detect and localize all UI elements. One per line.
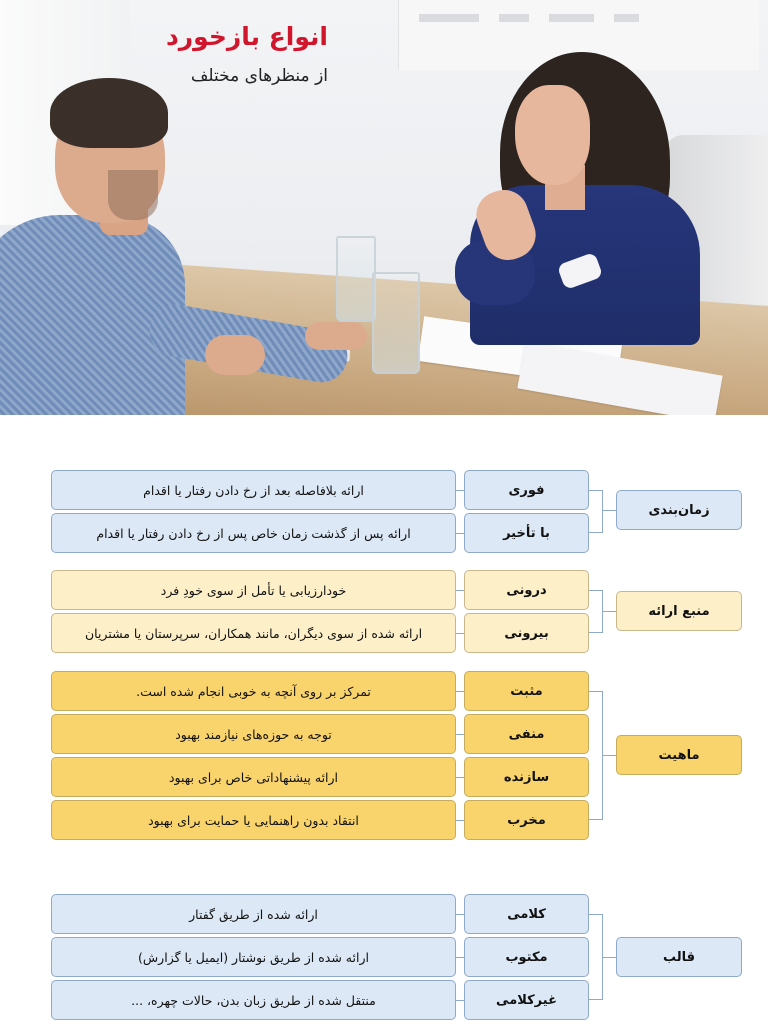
feedback-description: خودارزیابی یا تأمل از سوی خودِ فرد	[51, 570, 456, 610]
group-bracket	[589, 691, 603, 820]
feedback-term: بیرونی	[464, 613, 589, 653]
group-bracket	[589, 914, 603, 1000]
feedback-term: فوری	[464, 470, 589, 510]
feedback-description: ارائه بلافاصله بعد از رخ دادن رفتار یا اقدام	[51, 470, 456, 510]
connector-line	[456, 914, 464, 915]
feedback-term: مثبت	[464, 671, 589, 711]
feedback-term: با تأخیر	[464, 513, 589, 553]
feedback-description: ارائه شده از طریق نوشتار (ایمیل یا گزارش)	[51, 937, 456, 977]
feedback-term: مکتوب	[464, 937, 589, 977]
feedback-description: ارائه شده از طریق گفتار	[51, 894, 456, 934]
feedback-category: منبع ارائه	[616, 591, 742, 631]
feedback-term: درونی	[464, 570, 589, 610]
connector-line	[456, 533, 464, 534]
feedback-term: مخرب	[464, 800, 589, 840]
feedback-term: غیرکلامی	[464, 980, 589, 1020]
connector-line	[456, 777, 464, 778]
group-bracket	[589, 590, 603, 633]
feedback-description: ارائه پس از گذشت زمان خاص پس از رخ دادن رفتار یا اقدام	[51, 513, 456, 553]
feedback-category: زمان‌بندی	[616, 490, 742, 530]
feedback-description: تمرکز بر روی آنچه به خوبی انجام شده است.	[51, 671, 456, 711]
bracket-connector	[603, 611, 616, 612]
feedback-description: ارائه شده از سوی دیگران، مانند همکاران، سرپرستان یا مشتریان	[51, 613, 456, 653]
group-bracket	[589, 490, 603, 533]
bracket-connector	[603, 957, 616, 958]
feedback-term: منفی	[464, 714, 589, 754]
feedback-description: منتقل شده از طریق زبان بدن، حالات چهره، ...	[51, 980, 456, 1020]
connector-line	[456, 691, 464, 692]
feedback-term: سازنده	[464, 757, 589, 797]
man-beard	[108, 170, 158, 220]
man-hand	[305, 322, 367, 350]
water-glass	[372, 272, 420, 374]
feedback-description: توجه به حوزه‌های نیازمند بهبود	[51, 714, 456, 754]
connector-line	[456, 820, 464, 821]
connector-line	[456, 957, 464, 958]
connector-line	[456, 590, 464, 591]
feedback-category: قالب	[616, 937, 742, 977]
connector-line	[456, 633, 464, 634]
connector-line	[456, 734, 464, 735]
man-hand	[205, 335, 265, 375]
feedback-category: ماهیت	[616, 735, 742, 775]
connector-line	[456, 490, 464, 491]
water-glass	[336, 236, 376, 322]
feedback-description: ارائه پیشنهاداتی خاص برای بهبود	[51, 757, 456, 797]
connector-line	[456, 1000, 464, 1001]
page-title: انواع بازخورد	[165, 22, 328, 51]
page-subtitle: از منظرهای مختلف	[190, 66, 328, 86]
bracket-connector	[603, 755, 616, 756]
hero-photo	[0, 0, 768, 415]
bracket-connector	[603, 510, 616, 511]
woman-face	[515, 85, 590, 185]
feedback-description: انتقاد بدون راهنمایی یا حمایت برای بهبود	[51, 800, 456, 840]
man-hair	[50, 78, 168, 148]
feedback-term: کلامی	[464, 894, 589, 934]
